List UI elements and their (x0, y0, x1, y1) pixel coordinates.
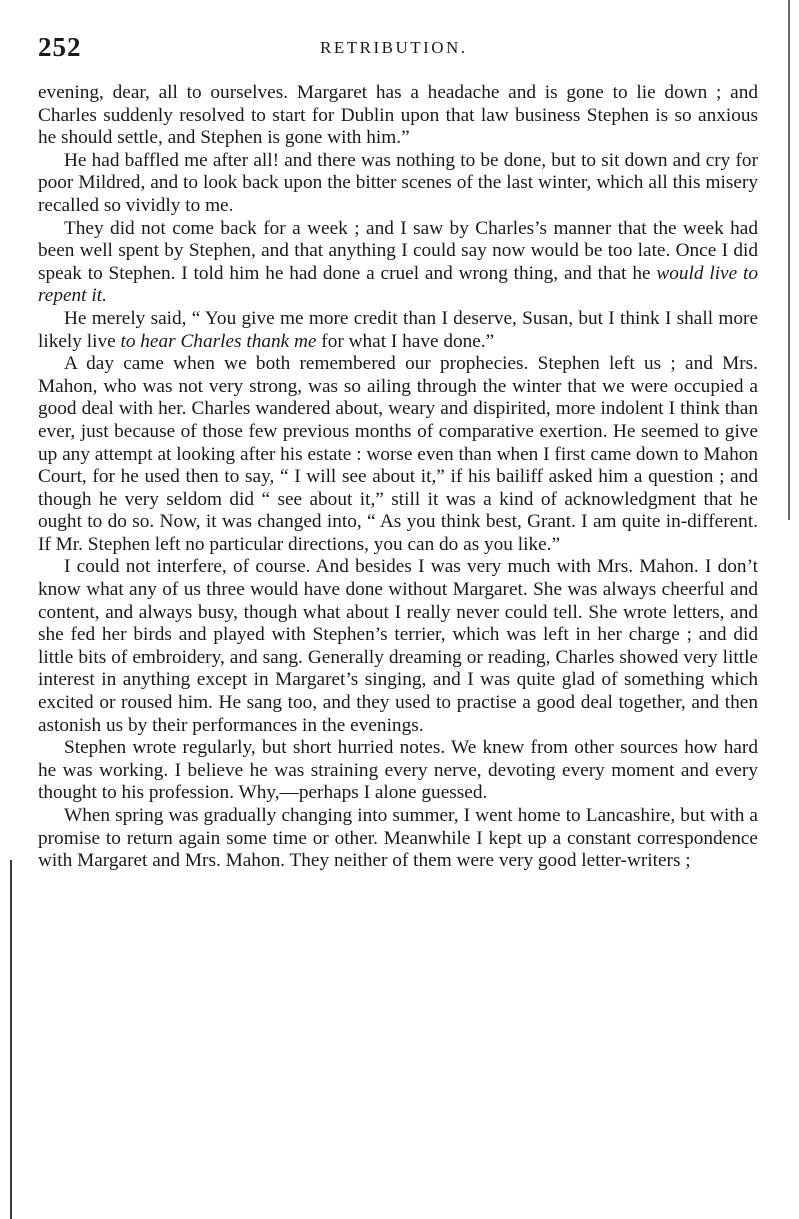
text-segment: Stephen wrote regularly, but short hurried notes. We knew from other sources how hard he was working. I believe he was straining every nerve, devoting every moment and every thought to his profession. Why,—perhaps I alone guessed. (38, 737, 758, 804)
paragraph (38, 218, 758, 308)
paragraph (38, 353, 758, 556)
paragraph (38, 737, 758, 805)
paragraph (38, 150, 758, 218)
left-margin-rule (10, 860, 12, 1219)
running-head: RETRIBUTION. (320, 38, 468, 57)
text-segment: When spring was gradually changing into summer, I went home to Lancashire, but with a promise to return again some time or other. Meanwhile I kept up a constant correspondence with Margaret and Mrs. Mahon. They neither of them were very good letter-writers ; (38, 805, 758, 872)
text-segment: evening, dear, all to ourselves. Margaret has a headache and is gone to lie down ; and Charles suddenly resolved to start for Dublin upon that law business Stephen is so anxious he should settle, and Stephen is gone with him.” (38, 82, 758, 149)
paragraph (38, 82, 758, 150)
italic-text: to hear Charles thank me (120, 330, 317, 352)
page-header (38, 32, 758, 72)
text-segment: He had baffled me after all! and there was nothing to be done, but to sit down and cry for poor Mildred, and to look back upon the bitter scenes of the last winter, which all this misery recalled so vividly to me. (38, 149, 758, 216)
text-segment: I could not interfere, of course. And besides I was very much with Mrs. Mahon. I don’t know what any of us three would have done without Margaret. She was always cheerful and content, and always busy, though what about I really never could tell. She wrote letters, and she fed her birds and played with Stephen’s terrier, which was left in her charge ; and did little bits of embroidery, and sang. Generally dreaming or reading, Charles showed very little interest in anything except in Margaret’s singing, and I was quite glad of something which excited or roused him. He sang too, and they used to practise a good deal together, and then astonish us by their performances in the evenings. (38, 556, 758, 736)
page-number: 252 (38, 32, 82, 62)
text-segment: He merely said, “ You give me more credit than I deserve, Susan, but I think I shall more likely live (38, 307, 758, 352)
italic-text: would live to repent it. (38, 262, 758, 307)
text-segment: for what I have done.” (316, 330, 495, 352)
paragraph (38, 805, 758, 873)
right-margin-rule (788, 0, 790, 520)
body-text (38, 82, 758, 873)
paragraph (38, 308, 758, 353)
text-segment: A day came when we both remembered our prophecies. Stephen left us ; and Mrs. Mahon, who was not very strong, was so ailing through the winter that we were occupied a good deal with her. Charles wandered about, weary and dispirited, more indolent I think than ever, just because of those few previous months of comparative exertion. He seemed to give up any attempt at looking after his estate : worse even than when I first came down to Mahon Court, for he used then to say, “ I will see about it,” if his bailiff asked him a question ; and though he very seldom did “ see about it,” still it was a kind of acknowledgment that he ought to do so. Now, it was changed into, “ As you think best, Grant. I am quite in-different. If Mr. Stephen left no particular directions, you can do as you like.” (38, 353, 758, 555)
text-segment: They did not come back for a week ; and I saw by Charles’s manner that the week had been well spent by Stephen, and that anything I could say now would be too late. Once I did speak to Stephen. I told him he had done a cruel and wrong thing, and that he (38, 217, 758, 284)
paragraph (38, 556, 758, 737)
